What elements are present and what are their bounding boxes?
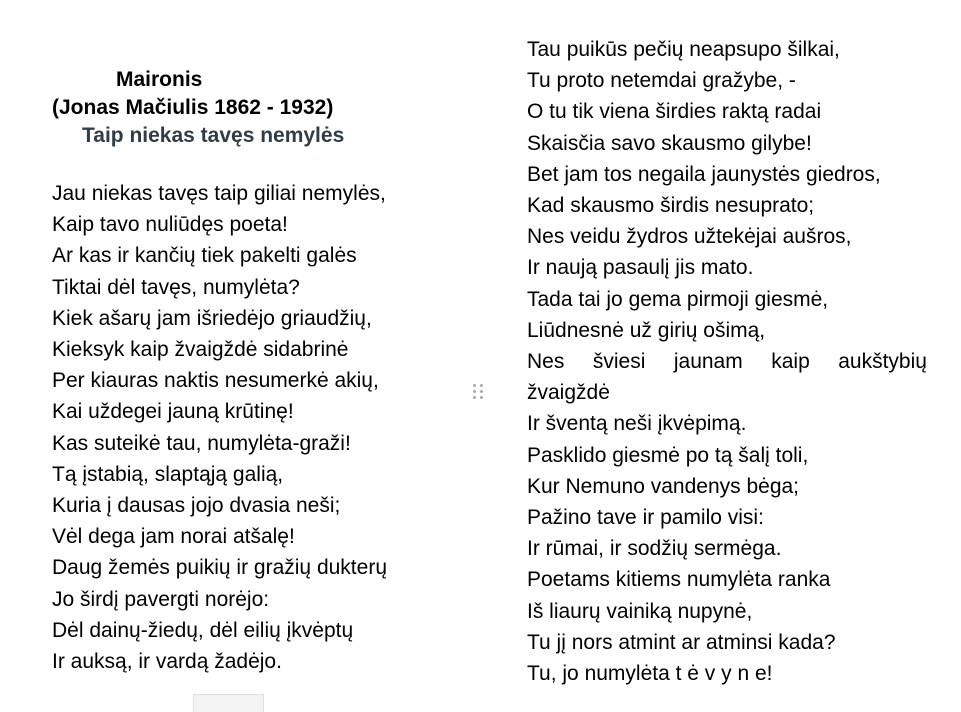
poem-line: Tada tai jo gema pirmoji giesmė, — [527, 287, 829, 311]
scroll-tab[interactable] — [193, 694, 264, 712]
poem-line: Daug žemės puikių ir gražių dukterų — [52, 556, 387, 580]
poem-line: Tau puikūs pečių neapsupo šilkai, — [527, 38, 840, 61]
poem-line: Vėl dega jam norai atšalę! — [52, 525, 295, 549]
poem-word: jaunam — [673, 350, 743, 374]
poem-word: Nes — [527, 350, 565, 374]
poem-line: Tą įstabią, slaptąją galią, — [52, 462, 284, 486]
poem-line: Kas suteikė tau, numylėta-graži! — [52, 431, 351, 455]
left-column — [52, 66, 442, 677]
poem-line: Tu, jo numylėta t ė v y n e! — [527, 662, 773, 686]
poem-line: Per kiauras naktis nesumerkė akių, — [52, 369, 379, 393]
poem-line: Jo širdį pavergti norėjo: — [52, 587, 270, 611]
poem-line: Ir šventą neši įkvėpimą. — [527, 412, 747, 436]
poem-line: Dėl dainų-žiedų, dėl eilių įkvėptų — [52, 618, 354, 642]
left-poem-lines — [52, 178, 442, 677]
poem-line: O tu tik viena širdies raktą radai — [527, 100, 822, 124]
poem-line: Tu proto netemdai gražybe, - — [527, 69, 796, 93]
poem-line: Kad skausmo širdis nesuprato; — [527, 194, 815, 218]
author-name: Maironis — [116, 68, 203, 91]
poem-line: Kai uždegei jauną krūtinę! — [52, 400, 294, 424]
poem-line: Liūdnesnė už girių ošimą, — [527, 318, 766, 342]
poem-line: Pažino tave ir pamilo visi: — [527, 506, 764, 530]
poem-line: Kieksyk kaip žvaigždė sidabrinė — [52, 338, 349, 362]
poem-line: Ir auksą, ir vardą žadėjo. — [52, 650, 282, 674]
poem-line: Skaisčia savo skausmo gilybe! — [527, 131, 812, 155]
poem-line: žvaigždė — [527, 381, 610, 405]
poem-line: Nes veidu žydros užtekėjai aušros, — [527, 225, 852, 249]
poem-line: Iš liaurų vainiką nupynė, — [527, 599, 753, 623]
poem-line: Ir rūmai, ir sodžių sermėga. — [527, 537, 782, 561]
poem-line: Jau niekas tavęs taip giliai nemylės, — [52, 182, 386, 205]
poem-line: Pasklido giesmė po tą šalį toli, — [527, 443, 809, 467]
poem-line: Kiek ašarų jam išriedėjo griaudžių, — [52, 306, 372, 330]
poem-word: aukštybių — [838, 350, 927, 374]
poem-line: Kaip tavo nuliūdęs poeta! — [52, 213, 288, 237]
poem-line: Tiktai dėl tavęs, numylėta? — [52, 275, 300, 299]
author-full-name: (Jonas Mačiulis 1862 - 1932) — [52, 96, 334, 119]
poem-line: Bet jam tos negaila jaunystės giedros, — [527, 162, 881, 186]
poem-line: Tu jį nors atmint ar atminsi kada? — [527, 630, 836, 654]
poem-line: Poetams kitiems numylėta ranka — [527, 568, 831, 592]
right-poem-lines — [527, 34, 927, 689]
justified-poem-line — [527, 346, 927, 377]
poem-line: Ir naują pasaulį jis mato. — [527, 256, 754, 280]
right-column — [527, 34, 927, 689]
poem-title: Taip niekas tavęs nemylės — [82, 124, 345, 147]
poem-line: Kur Nemuno vandenys bėga; — [527, 474, 800, 498]
poem-line: Kuria į dausas jojo dvasia neši; — [52, 494, 341, 518]
poem-line: Ar kas ir kančių tiek pakelti galės — [52, 244, 357, 268]
poem-word: šviesi — [592, 350, 646, 374]
drag-handle-icon[interactable] — [472, 383, 484, 401]
poem-word: kaip — [771, 350, 810, 374]
